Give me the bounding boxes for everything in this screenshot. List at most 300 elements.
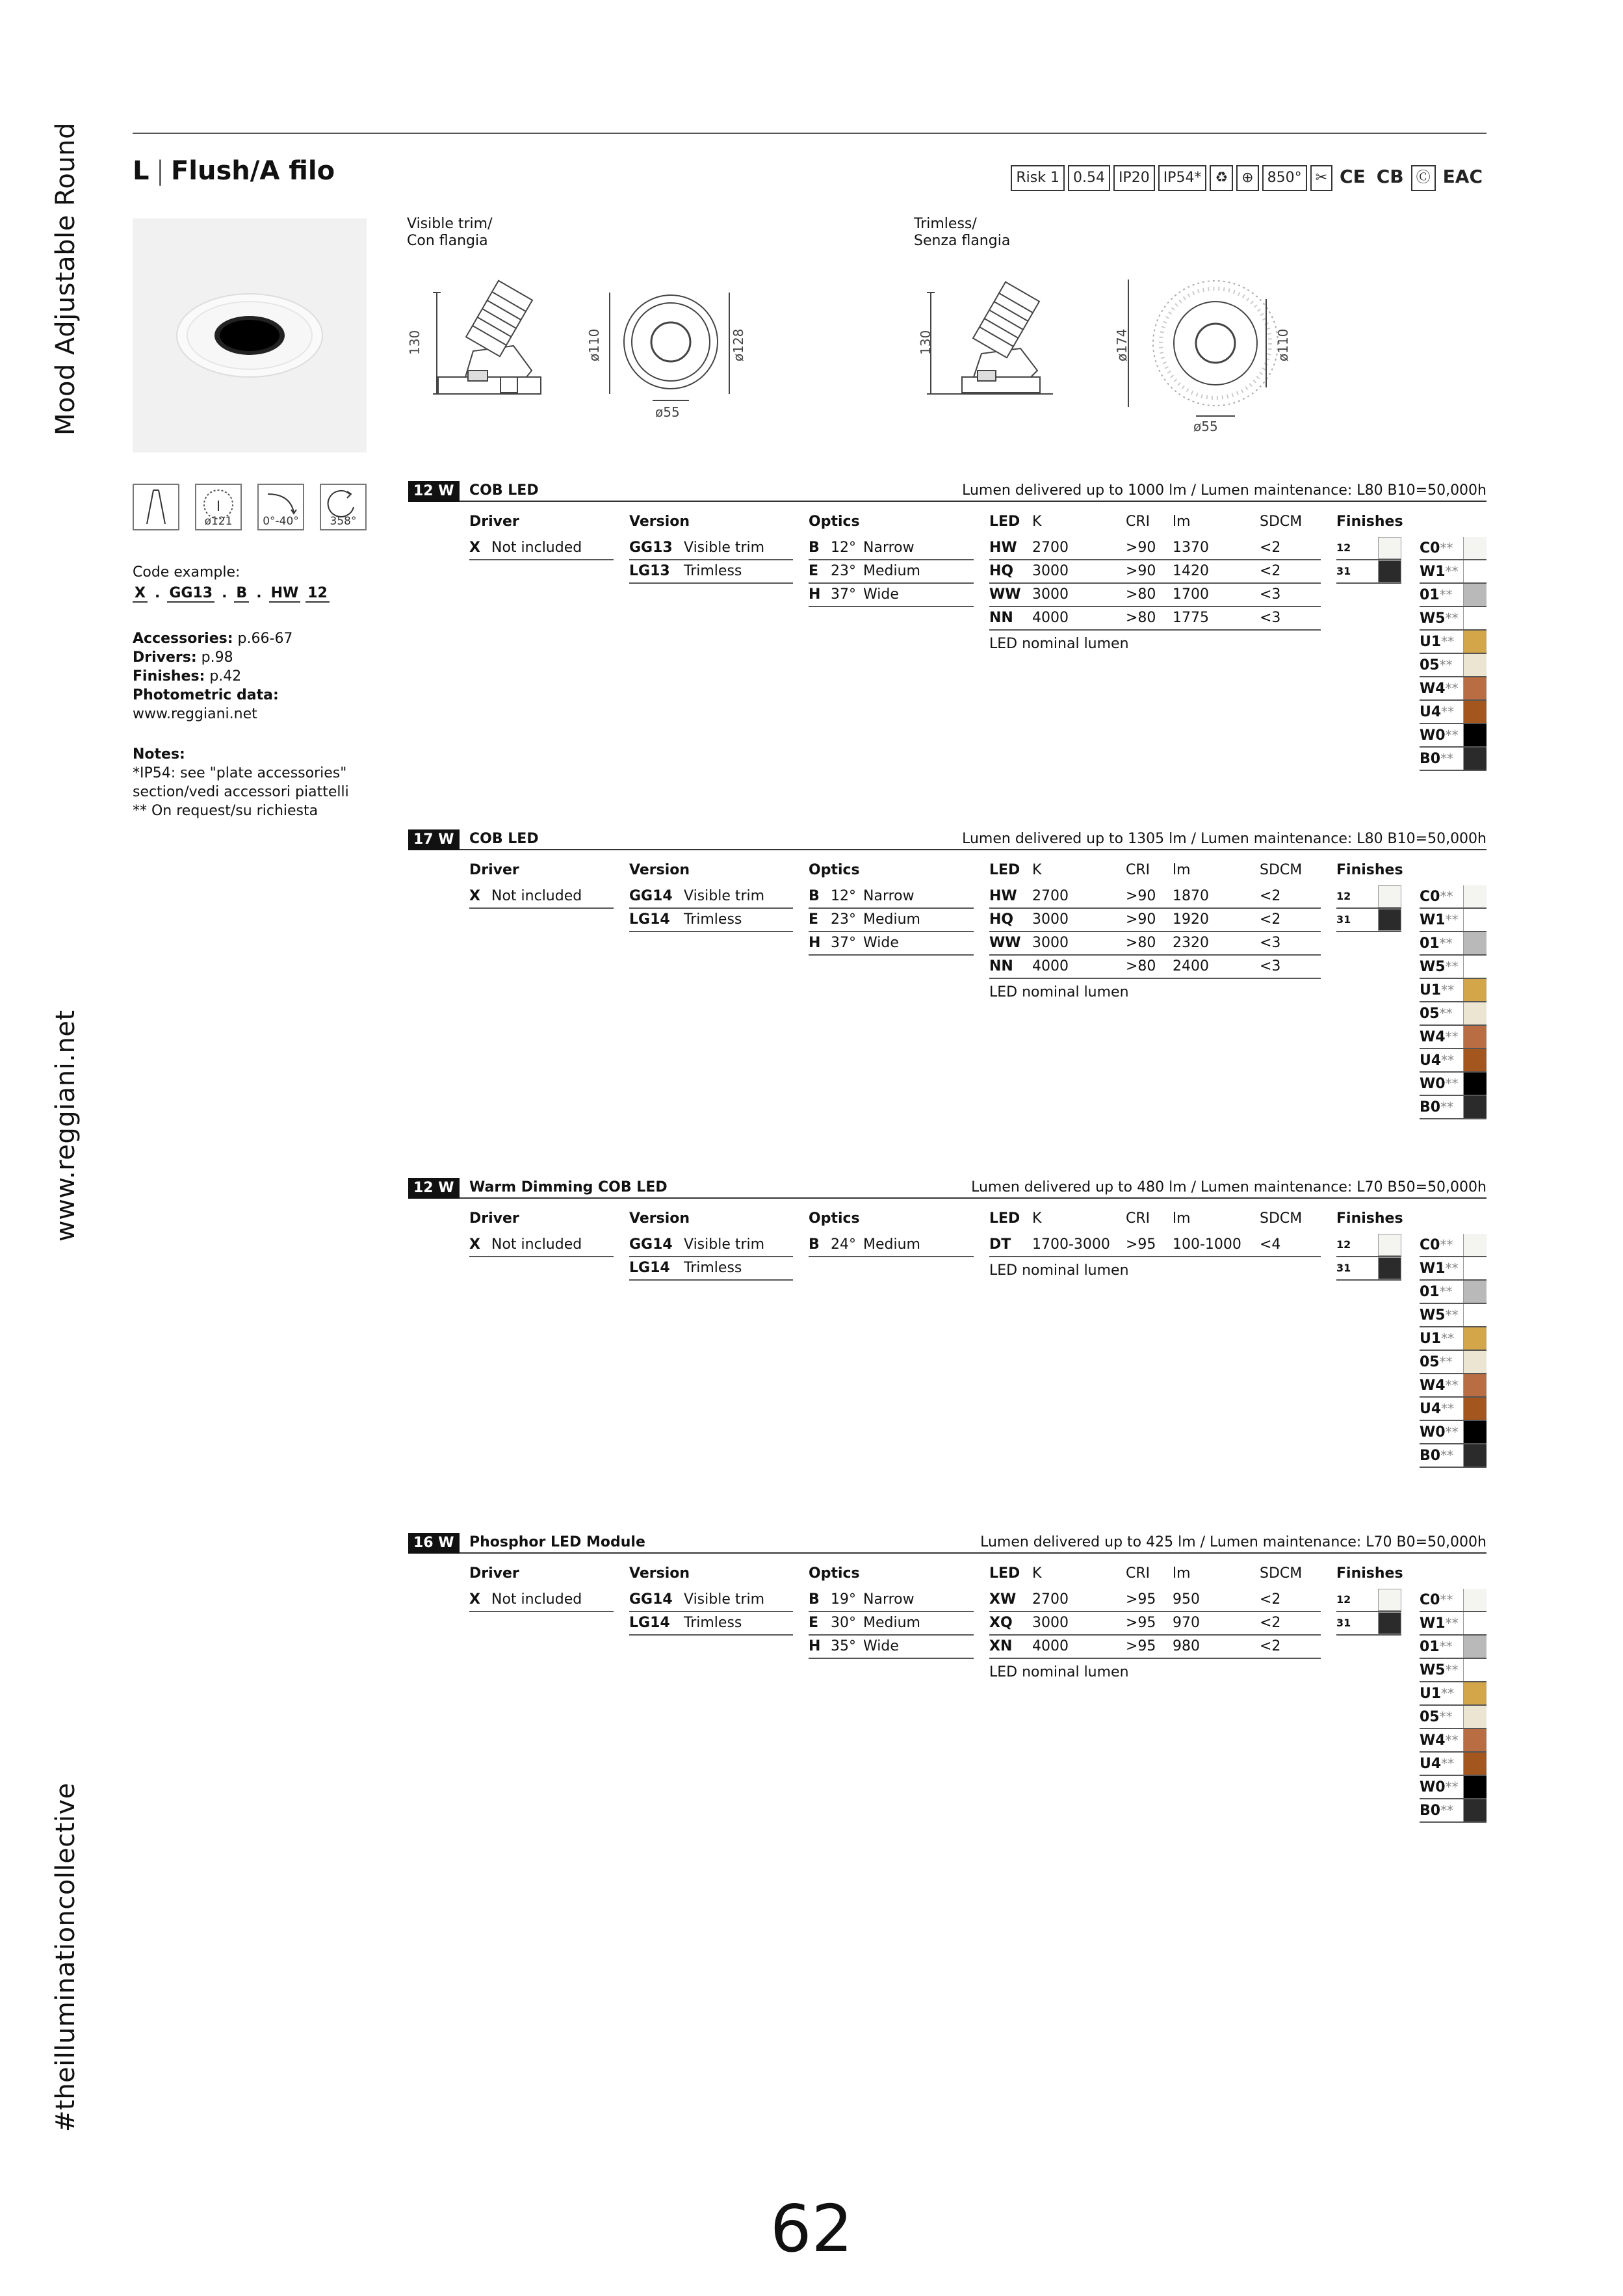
finish-code: 05** (1420, 1005, 1453, 1022)
led-row (989, 1589, 1321, 1612)
dim-diameter-aperture: ø55 (655, 404, 680, 420)
finish-row (1420, 1729, 1487, 1753)
led-code: HW (989, 888, 1017, 904)
led-row (989, 885, 1321, 909)
led-code: XW (989, 1591, 1017, 1608)
finish-swatch (1463, 1612, 1487, 1634)
finish-size-list (1336, 537, 1401, 584)
finish-swatch (1463, 1659, 1487, 1681)
finish-code: 05** (1420, 1708, 1453, 1725)
led-sdcm: <3 (1260, 935, 1281, 951)
column-header: Driver (469, 1565, 519, 1582)
certification-marks (1011, 165, 1487, 191)
finish-size-list (1336, 1589, 1401, 1636)
led-column (989, 1564, 1321, 1680)
certification-badge: 850° (1262, 165, 1307, 191)
dim-diameter-aperture: ø55 (1193, 419, 1218, 434)
finish-code: W0** (1420, 727, 1459, 744)
request-mark: ** (1445, 1260, 1459, 1276)
request-mark: ** (1445, 1307, 1459, 1323)
finish-size-row (1336, 885, 1401, 909)
optics-angle: 12° (831, 540, 856, 556)
finish-swatch (1463, 1304, 1487, 1326)
led-row (989, 537, 1321, 560)
notes: Notes: *IP54: see "plate accessories" section/vedi accessori piattelli ** On request/su richiesta (133, 746, 349, 819)
driver-row (469, 1589, 614, 1612)
led-kelvin: 2700 (1032, 1591, 1069, 1608)
code-part: X (133, 585, 148, 603)
finish-code: B0** (1420, 750, 1454, 767)
finish-code: W4** (1420, 1732, 1459, 1749)
led-kelvin: 2700 (1032, 540, 1069, 556)
finish-swatch (1463, 1799, 1487, 1821)
certification-badge: CE (1340, 166, 1366, 187)
led-cri: >95 (1126, 1236, 1156, 1253)
request-mark: ** (1439, 586, 1453, 603)
visible-trim-drawing (403, 273, 746, 425)
header-divider (133, 133, 1487, 134)
driver-column (469, 1564, 614, 1612)
optics-column (809, 1564, 974, 1659)
column-header: Finishes (1336, 1210, 1403, 1227)
nominal-lumen-note: LED nominal lumen (989, 1664, 1129, 1680)
code-part: 12 (305, 585, 330, 603)
version-code: GG14 (629, 1236, 673, 1253)
finish-size-code: 12 (1336, 1238, 1351, 1251)
led-sdcm: <2 (1260, 540, 1281, 556)
finish-swatch (1463, 1351, 1487, 1373)
version-label: Visible trim (684, 1236, 765, 1253)
certification-badge: ✂ (1310, 165, 1332, 191)
led-code: XN (989, 1638, 1013, 1654)
led-row (989, 909, 1321, 932)
finish-code: W4** (1420, 1377, 1459, 1394)
version-label: Visible trim (684, 888, 765, 904)
led-cri: >80 (1126, 935, 1156, 951)
led-row (989, 932, 1321, 956)
request-mark: ** (1441, 633, 1455, 649)
column-header: Finishes (1336, 862, 1403, 878)
led-row (989, 956, 1321, 979)
led-lumen: 1370 (1173, 540, 1209, 556)
dim-diameter-inner: ø110 (1275, 328, 1291, 361)
version-code: LG13 (629, 563, 670, 579)
request-mark: ** (1439, 935, 1453, 951)
section-title: Phosphor LED Module (469, 1534, 645, 1550)
version-row (629, 1257, 793, 1281)
optics-column (809, 512, 974, 607)
version-row (629, 1589, 793, 1612)
version-code: LG14 (629, 911, 670, 928)
request-mark: ** (1445, 1075, 1459, 1091)
led-code: XQ (989, 1615, 1013, 1631)
column-header: SDCM (1260, 1210, 1303, 1227)
finish-swatch (1463, 677, 1487, 699)
driver-code: X (469, 888, 480, 904)
optics-label: Medium (863, 911, 920, 928)
finish-row (1420, 909, 1487, 932)
version-row (629, 560, 793, 584)
product-section (408, 829, 1487, 1141)
version-code: LG14 (629, 1260, 670, 1276)
led-code: NN (989, 610, 1013, 626)
request-mark: ** (1439, 1353, 1453, 1370)
led-row (989, 560, 1321, 584)
request-mark: ** (1445, 958, 1459, 974)
column-header: K (1032, 1565, 1042, 1582)
finish-row (1420, 560, 1487, 584)
finish-row (1420, 724, 1487, 748)
finish-size-row (1336, 1612, 1401, 1636)
finish-swatch (1378, 1257, 1401, 1279)
optics-angle: 35° (831, 1638, 856, 1654)
optics-code: H (809, 935, 821, 951)
dim-diameter-outer: ø110 (586, 328, 602, 361)
request-mark: ** (1441, 1755, 1455, 1771)
led-kelvin: 3000 (1032, 935, 1069, 951)
optics-label: Medium (863, 1236, 920, 1253)
product-section (408, 1533, 1487, 1845)
optics-row (809, 932, 974, 956)
finish-code: B0** (1420, 1099, 1454, 1115)
finish-size-row (1336, 1257, 1401, 1281)
version-label: Trimless (684, 563, 742, 579)
driver-row (469, 885, 614, 909)
finish-swatch (1463, 560, 1487, 582)
version-label: Trimless (684, 1260, 742, 1276)
finish-code: W1** (1420, 1260, 1459, 1277)
request-mark: ** (1439, 1708, 1453, 1725)
finish-code: W5** (1420, 1662, 1459, 1678)
optics-column (809, 1209, 974, 1257)
version-label: Visible trim (684, 540, 765, 556)
finish-row (1420, 956, 1487, 979)
finishes-header (1336, 1564, 1403, 1589)
led-lumen: 1775 (1173, 610, 1209, 626)
lumen-info: Lumen delivered up to 480 lm / Lumen maintenance: L70 B50=50,000h (971, 1179, 1487, 1195)
column-header: Optics (809, 862, 860, 878)
finish-swatch (1378, 537, 1401, 559)
finish-code: W5** (1420, 958, 1459, 975)
led-cri: >90 (1126, 888, 1156, 904)
column-header: SDCM (1260, 514, 1303, 530)
finish-swatch (1463, 654, 1487, 676)
finish-swatch (1378, 1589, 1401, 1611)
led-code: HQ (989, 563, 1014, 579)
led-lumen: 1420 (1173, 563, 1209, 579)
finish-color-list (1420, 1589, 1487, 1823)
page-number: 62 (770, 2191, 853, 2267)
version-code: GG14 (629, 888, 673, 904)
driver-label: Not included (491, 888, 582, 904)
optics-code: E (809, 911, 819, 928)
finish-code: W4** (1420, 680, 1459, 697)
finish-row (1420, 1327, 1487, 1351)
led-kelvin: 4000 (1032, 610, 1069, 626)
finish-row (1420, 584, 1487, 607)
driver-label: Not included (491, 1591, 582, 1608)
led-kelvin: 3000 (1032, 586, 1069, 603)
dim-diameter-outer: ø174 (1114, 328, 1130, 361)
version-row (629, 537, 793, 560)
finish-row (1420, 1799, 1487, 1823)
column-header: CRI (1126, 862, 1150, 878)
code-part: GG13 (167, 585, 214, 603)
version-row (629, 909, 793, 932)
finish-swatch (1463, 748, 1487, 770)
finish-code: U1** (1420, 982, 1455, 998)
column-header: CRI (1126, 1210, 1150, 1227)
trimless-label: Trimless/ Senza flangia (914, 216, 1011, 249)
finish-swatch (1378, 1234, 1401, 1256)
finish-row (1420, 1073, 1487, 1096)
section-title: Warm Dimming COB LED (469, 1179, 668, 1195)
finish-swatch (1463, 979, 1487, 1001)
optics-row (809, 909, 974, 932)
finish-size-code: 31 (1336, 913, 1351, 926)
certification-badge: ⊕ (1236, 165, 1258, 191)
optics-label: Narrow (863, 1591, 915, 1608)
column-header: Driver (469, 514, 519, 530)
finish-code: U4** (1420, 1755, 1455, 1772)
column-header: LED (989, 1210, 1020, 1227)
optics-row (809, 885, 974, 909)
collection-side-title: Mood Adjustable Round (51, 122, 81, 436)
led-lumen: 1870 (1173, 888, 1209, 904)
finish-color-list (1420, 537, 1487, 771)
finish-code: U1** (1420, 1685, 1455, 1702)
finish-swatch (1463, 1281, 1487, 1303)
dim-height: 130 (918, 330, 933, 355)
driver-row (469, 1234, 614, 1257)
finish-row (1420, 1049, 1487, 1073)
column-header: Optics (809, 1565, 860, 1582)
led-sdcm: <2 (1260, 1615, 1281, 1631)
led-lumen: 970 (1173, 1615, 1200, 1631)
led-kelvin: 1700-3000 (1032, 1236, 1110, 1253)
finish-row (1420, 654, 1487, 677)
product-photo (133, 218, 367, 452)
certification-badge: ♻ (1210, 165, 1233, 191)
version-code: LG14 (629, 1615, 670, 1631)
finish-code: W1** (1420, 1615, 1459, 1632)
reference-info: Accessories: p.66-67 Drivers: p.98 Finishes: p.42 Photometric data: www.reggiani.net (133, 631, 293, 722)
led-kelvin: 4000 (1032, 1638, 1069, 1654)
code-part: . (222, 585, 227, 601)
column-header: LED (989, 514, 1020, 530)
finish-swatch (1463, 1374, 1487, 1396)
finish-code: C0** (1420, 1236, 1453, 1253)
column-header: Optics (809, 514, 860, 530)
finish-code: W1** (1420, 563, 1459, 580)
request-mark: ** (1439, 657, 1453, 673)
finish-code: W1** (1420, 911, 1459, 928)
nominal-lumen-note: LED nominal lumen (989, 1262, 1129, 1279)
finish-row (1420, 1234, 1487, 1257)
finish-color-list (1420, 1234, 1487, 1468)
finish-size-row (1336, 560, 1401, 584)
page-title: L | Flush/A filo (133, 156, 335, 186)
finish-code: 05** (1420, 657, 1453, 673)
optics-label: Narrow (863, 888, 915, 904)
finish-swatch (1463, 1753, 1487, 1775)
finishes-header (1336, 861, 1403, 885)
request-mark: ** (1445, 1779, 1459, 1795)
driver-code: X (469, 1236, 480, 1253)
request-mark: ** (1441, 1685, 1455, 1701)
version-column (629, 861, 793, 932)
optics-code: B (809, 1236, 820, 1253)
lumen-info: Lumen delivered up to 425 lm / Lumen maintenance: L70 B0=50,000h (980, 1534, 1487, 1550)
certification-badge: Risk 1 (1011, 165, 1065, 191)
finish-row (1420, 1096, 1487, 1119)
certification-badge: IP54* (1158, 165, 1207, 191)
optics-column (809, 861, 974, 956)
column-header: lm (1173, 1210, 1191, 1227)
optics-label: Wide (863, 935, 899, 951)
finish-row (1420, 1636, 1487, 1659)
optics-angle: 37° (831, 586, 856, 603)
finish-size-code: 31 (1336, 1617, 1351, 1629)
led-lumen: 950 (1173, 1591, 1200, 1608)
request-mark: ** (1445, 1662, 1459, 1678)
optics-label: Narrow (863, 540, 915, 556)
finish-size-code: 12 (1336, 541, 1351, 554)
finish-row (1420, 1753, 1487, 1776)
request-mark: ** (1445, 911, 1459, 928)
finish-row (1420, 748, 1487, 771)
certification-badge: CB (1376, 166, 1404, 187)
column-header: CRI (1126, 514, 1150, 530)
finish-code: W0** (1420, 1075, 1459, 1092)
section-title: COB LED (469, 831, 539, 847)
finish-code: B0** (1420, 1802, 1454, 1819)
led-cri: >90 (1126, 540, 1156, 556)
finish-swatch (1378, 1612, 1401, 1634)
led-column (989, 1209, 1321, 1279)
optics-angle: 30° (831, 1615, 856, 1631)
finish-row (1420, 677, 1487, 701)
section-header (408, 1178, 1487, 1199)
led-code: HW (989, 540, 1017, 556)
lumen-info: Lumen delivered up to 1000 lm / Lumen maintenance: L80 B10=50,000h (962, 482, 1487, 499)
version-column (629, 512, 793, 584)
finish-size-list (1336, 885, 1401, 932)
request-mark: ** (1445, 1424, 1459, 1440)
optics-label: Medium (863, 563, 920, 579)
finish-row (1420, 1589, 1487, 1612)
version-label: Trimless (684, 1615, 742, 1631)
optics-row (809, 1589, 974, 1612)
finish-row (1420, 1257, 1487, 1281)
finish-size-code: 31 (1336, 565, 1351, 577)
tilt-icon: 0°-40° (257, 484, 304, 530)
code-example-label: Code example: (133, 564, 240, 581)
column-header: Driver (469, 862, 519, 878)
column-header: LED (989, 862, 1020, 878)
finish-swatch (1463, 1398, 1487, 1420)
finish-row (1420, 1351, 1487, 1374)
dim-height: 130 (407, 330, 422, 355)
version-code: GG14 (629, 1591, 673, 1608)
led-kelvin: 3000 (1032, 1615, 1069, 1631)
led-code: WW (989, 935, 1021, 951)
column-header: K (1032, 862, 1042, 878)
certification-badge: EAC (1442, 166, 1483, 187)
finish-swatch (1463, 909, 1487, 931)
optics-row (809, 1234, 974, 1257)
led-cri: >90 (1126, 563, 1156, 579)
led-sdcm: <2 (1260, 1591, 1281, 1608)
column-header: CRI (1126, 1565, 1150, 1582)
request-mark: ** (1439, 1005, 1453, 1021)
finish-size-row (1336, 1234, 1401, 1257)
section-header (408, 829, 1487, 850)
finish-swatch (1463, 1002, 1487, 1024)
driver-label: Not included (491, 1236, 582, 1253)
request-mark: ** (1440, 1099, 1454, 1115)
request-mark: ** (1445, 727, 1459, 743)
led-code: HQ (989, 911, 1014, 928)
optics-row (809, 1612, 974, 1636)
section-header (408, 1533, 1487, 1554)
nominal-lumen-note: LED nominal lumen (989, 636, 1129, 652)
version-label: Visible trim (684, 1591, 765, 1608)
finish-swatch (1463, 1327, 1487, 1350)
led-kelvin: 4000 (1032, 958, 1069, 974)
finish-row (1420, 1026, 1487, 1049)
led-cri: >80 (1126, 958, 1156, 974)
finish-code: W4** (1420, 1028, 1459, 1045)
finish-swatch (1463, 701, 1487, 723)
finish-swatch (1463, 956, 1487, 978)
finish-swatch (1463, 1421, 1487, 1443)
led-sdcm: <2 (1260, 1638, 1281, 1654)
optics-row (809, 584, 974, 607)
column-header: lm (1173, 862, 1191, 878)
optics-angle: 12° (831, 888, 856, 904)
finish-code: U4** (1420, 1400, 1455, 1417)
code-part: . (256, 585, 262, 601)
finish-size-code: 12 (1336, 890, 1351, 902)
led-header (989, 512, 1321, 537)
request-mark: ** (1445, 1028, 1459, 1045)
led-sdcm: <3 (1260, 586, 1281, 603)
code-part: B (234, 585, 249, 603)
led-lumen: 2400 (1173, 958, 1209, 974)
finish-swatch (1463, 1257, 1487, 1279)
rotation-icon: 358° (320, 484, 367, 530)
led-row (989, 1636, 1321, 1659)
led-lumen: 980 (1173, 1638, 1200, 1654)
finish-swatch (1378, 885, 1401, 907)
driver-code: X (469, 540, 480, 556)
certification-badge: IP20 (1113, 165, 1155, 191)
version-row (629, 1234, 793, 1257)
finish-code: U1** (1420, 633, 1455, 650)
column-header: K (1032, 514, 1042, 530)
finish-swatch (1378, 909, 1401, 931)
finish-swatch (1463, 932, 1487, 954)
version-row (629, 1612, 793, 1636)
request-mark: ** (1441, 1052, 1455, 1068)
led-row (989, 1234, 1321, 1257)
optics-code: B (809, 888, 820, 904)
request-mark: ** (1441, 1330, 1455, 1346)
version-code: GG13 (629, 540, 673, 556)
code-part: HW (269, 585, 301, 603)
led-row (989, 1612, 1321, 1636)
